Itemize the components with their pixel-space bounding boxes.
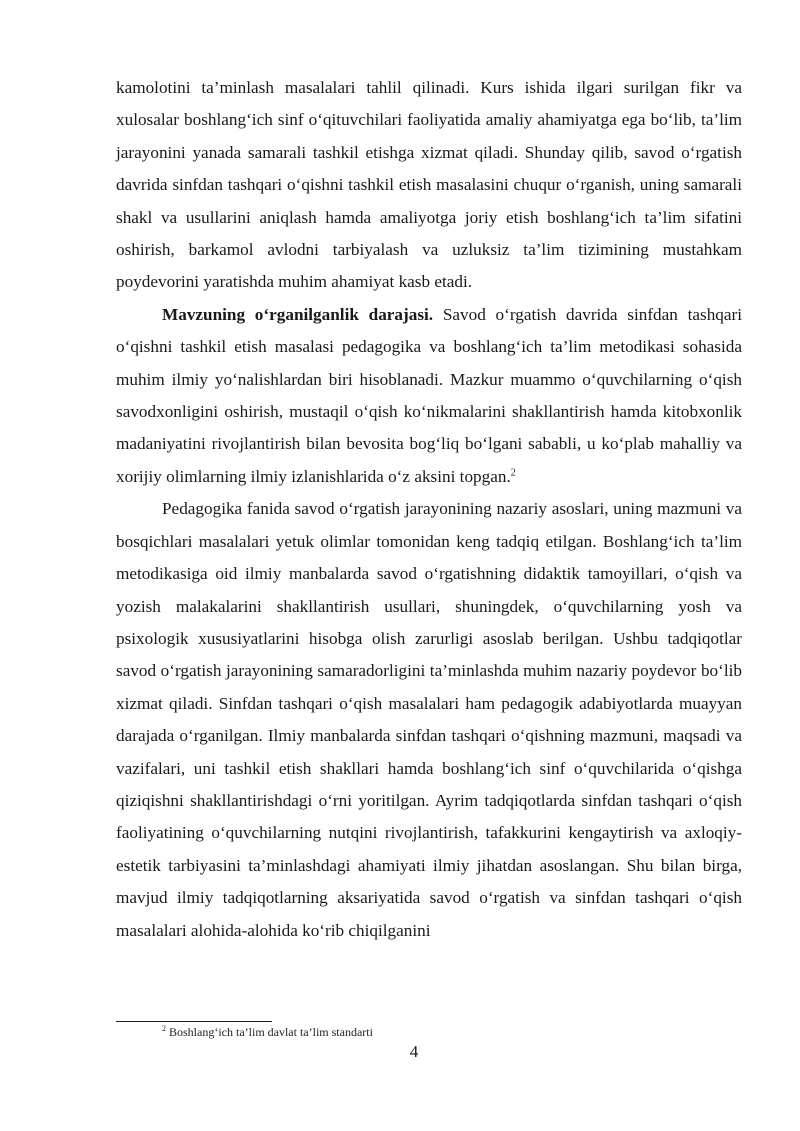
paragraph-study-level-text: Savod o‘rgatish davrida sinfdan tashqari o‘qishni tashkil etish masalasi pedagogika va boshlang‘ich ta’lim metodikasi sohasida muhim ilmiy yo‘nalishlardan biri hisoblanadi. Mazkur muammo o‘quvchilarning o‘qish savodxonligini oshirish, mustaqil o‘qish ko‘nikmalarini shakllantirish hamda kitobxonlik madaniyatini rivojlantirish bilan bevosita bog‘liq bo‘lgani sababli, u ko‘plab mahalliy va xorijiy olimlarning ilmiy izlanishlarida o‘z aksini topgan. [116, 304, 743, 486]
paragraph-pedagogy: Pedagogika fanida savod o‘rgatish jarayonining nazariy asoslari, uning mazmuni va bosqichlari masalalari yetuk olimlar tomonidan keng tadqiq etilgan. Boshlang‘ich ta’lim metodikasiga oid ilmiy manbalarda savod o‘rgatishning didaktik tamoyillari, o‘qish va yozish malakalarini shakllantirish usullari, shuningdek, o‘quvchilarning yosh va psixologik xususiyatlarini hisobga olish zarurligi asoslab berilgan. Ushbu tadqiqotlar savod o‘rgatish jarayonining samaradorligini ta’minlashda muhim nazariy poydevor bo‘lib xizmat qiladi. Sinfdan tashqari o‘qish masalalari ham pedagogik adabiyotlarda muayyan darajada o‘rganilgan. Ilmiy manbalarda sinfdan tashqari o‘qishning mazmuni, maqsadi va vazifalari, uni tashkil etish shakllari hamda boshlang‘ich sinf o‘quvchilarida o‘qishga qiziqishni shakllantirishdagi o‘rni yoritilgan. Ayrim tadqiqotlarda sinfdan tashqari o‘qish faoliyatining o‘quvchilarning nutqini rivojlantirish, tafakkurini kengaytirish va axloqiy-estetik tarbiyasini ta’minlashdagi ahamiyati ilmiy jihatdan asoslangan. Shu bilan birga, mavjud ilmiy tadqiqotlarning aksariyatida savod o‘rgatish va sinfdan tashqari o‘qish masalalari alohida-alohida ko‘rib chiqilganini [116, 499, 742, 940]
section-heading-study-level: Mavzuning o‘rganilganlik darajasi. [162, 304, 434, 324]
document-body [116, 72, 742, 947]
footnote [162, 1025, 373, 1039]
footnote-reference[interactable]: 2 [510, 467, 516, 479]
page-number: 4 [409, 1042, 419, 1061]
paragraph-study-level [116, 299, 742, 493]
paragraph-continuation: kamolotini ta’minlash masalalari tahlil qilinadi. Kurs ishida ilgari surilgan fikr va xulosalar boshlang‘ich sinf o‘qituvchilari faoliyatida amaliy ahamiyatga ega bo‘lib, ta’lim jarayonini yanada samarali tashkil etishga xizmat qiladi. Shunday qilib, savod o‘rgatish davrida sinfdan tashqari o‘qishni tashkil etish masalasini chuqur o‘rganish, uning samarali shakl va usullarini aniqlash hamda amaliyotga joriy etish boshlang‘ich ta’lim sifatini oshirish, barkamol avlodni tarbiyalash va uzluksiz ta’lim tizimining mustahkam poydevorini yaratishda muhim ahamiyat kasb etadi. [116, 78, 742, 292]
footnote-marker: 2 [162, 1024, 166, 1033]
footnote-text: Boshlang‘ich ta’lim davlat ta’lim standarti [166, 1025, 373, 1039]
footnote-divider [116, 1021, 272, 1022]
